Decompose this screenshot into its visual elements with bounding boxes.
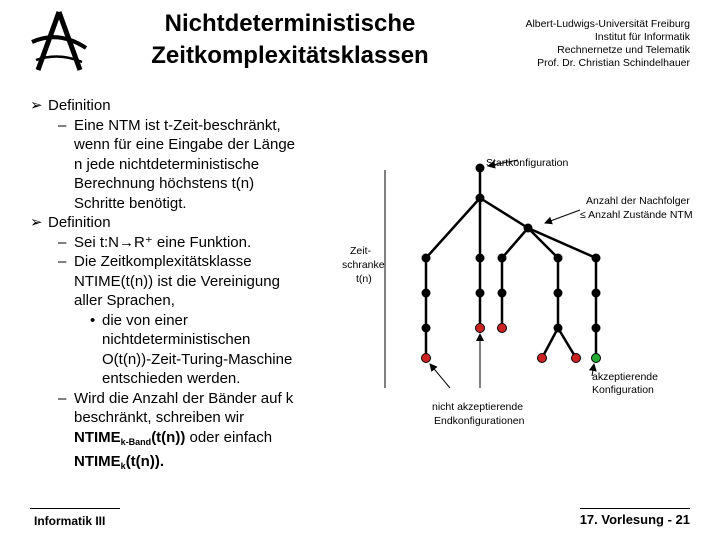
reject-node: [498, 324, 507, 333]
time-bound-label-line2: schranke: [342, 259, 385, 271]
footer-course: Informatik III: [34, 514, 106, 528]
tree-node: [554, 324, 563, 333]
reject-node: [572, 354, 581, 363]
dash-bullet-icon: –: [58, 389, 67, 407]
institution-line: Rechnernetze und Telematik: [557, 44, 690, 56]
definition-2-item-1: – Sei t:N→R⁺ eine Funktion.: [58, 233, 252, 251]
time-bound-label-line1: Zeit-: [350, 245, 371, 257]
tree-node: [422, 324, 431, 333]
accepting-label-line1: akzeptierende: [592, 371, 658, 383]
tree-node: [554, 254, 563, 263]
title-line-2: Zeitkomplexitätsklassen: [151, 42, 429, 69]
institution-line: Institut für Informatik: [594, 31, 690, 43]
tree-node: [476, 194, 485, 203]
definition-1-text: – Eine NTM ist t-Zeit-beschränkt, wenn für eine Eingabe der Länge n jede nichtdeterministische Berechnung höchstens t(n) Schritte benötigt.: [58, 116, 296, 212]
definition-heading-1: ➢ Definition: [30, 97, 111, 114]
definition-heading-2: ➢ Definition: [30, 214, 111, 231]
pointer-lines: [430, 160, 594, 388]
tree-node: [554, 289, 563, 298]
successor-label-line2: ≤ Anzahl Zustände NTM: [580, 209, 693, 221]
tree-node: [476, 289, 485, 298]
definition-2-subitem: • die von einer nichtdeterministischen O(t(n))-Zeit-Turing-Maschine entschieden werden.: [90, 311, 293, 387]
tree-node: [592, 324, 601, 333]
footer-divider-left: [30, 508, 120, 509]
ntime-notation-line: $NTIME_{k-Band}(t(n))$ oder einfach: [74, 428, 273, 447]
reject-node: [476, 324, 485, 333]
institution-line: Albert-Ludwigs-Universität Freiburg: [525, 18, 690, 30]
time-bound-label-line3: t(n): [356, 273, 372, 285]
tree-edges: [426, 168, 596, 358]
rejecting-label-line2: Endkonfigurationen: [434, 415, 525, 427]
accepting-label-line2: Konfiguration: [592, 384, 654, 396]
tree-node: [592, 289, 601, 298]
reject-node: [538, 354, 547, 363]
tree-node: [498, 254, 507, 263]
arrow-bullet-icon: ➢: [30, 214, 43, 231]
successor-label-line1: Anzahl der Nachfolger: [586, 195, 690, 207]
dash-bullet-icon: –: [58, 233, 67, 251]
slide-body: [30, 96, 330, 477]
tree-node: [476, 254, 485, 263]
slide-title: [120, 8, 460, 72]
title-line-1: Nichtdeterministische: [164, 10, 416, 37]
footer-divider-right: [580, 508, 690, 509]
definition-2-item-3: – Wird die Anzahl der Bänder auf k beschränkt, schreiben wir $NTIME_{k-Band}(t(n))$ oder einfach $NTIME_k(t(n))$.: [30, 389, 330, 477]
dash-bullet-icon: –: [58, 116, 67, 134]
tree-node: [476, 164, 485, 173]
accept-node: [592, 354, 601, 363]
tree-node: [422, 254, 431, 263]
arrow-bullet-icon: ➢: [30, 97, 43, 114]
university-logo: [28, 8, 90, 76]
start-config-label: Startkonfiguration: [486, 157, 569, 169]
footer-page: 17. Vorlesung - 21: [579, 512, 690, 527]
definition-2-item-2: – Die Zeitkomplexitätsklasse NTIME(t(n)) ist die Vereinigung aller Sprachen,: [58, 253, 280, 309]
dash-bullet-icon: –: [58, 253, 67, 270]
dot-bullet-icon: •: [90, 311, 96, 329]
tree-node: [524, 224, 533, 233]
tree-node: [498, 289, 507, 298]
institution-line: Prof. Dr. Christian Schindelhauer: [537, 57, 690, 69]
tree-node: [592, 254, 601, 263]
tree-nodes: [422, 164, 601, 363]
tree-node: [422, 289, 431, 298]
rejecting-label-line1: nicht akzeptierende: [432, 401, 524, 413]
reject-node: [422, 354, 431, 363]
computation-tree-diagram: [330, 148, 715, 438]
institution-block: [500, 18, 690, 70]
ntime-k-line: $NTIME_k(t(n))$.: [74, 453, 164, 471]
